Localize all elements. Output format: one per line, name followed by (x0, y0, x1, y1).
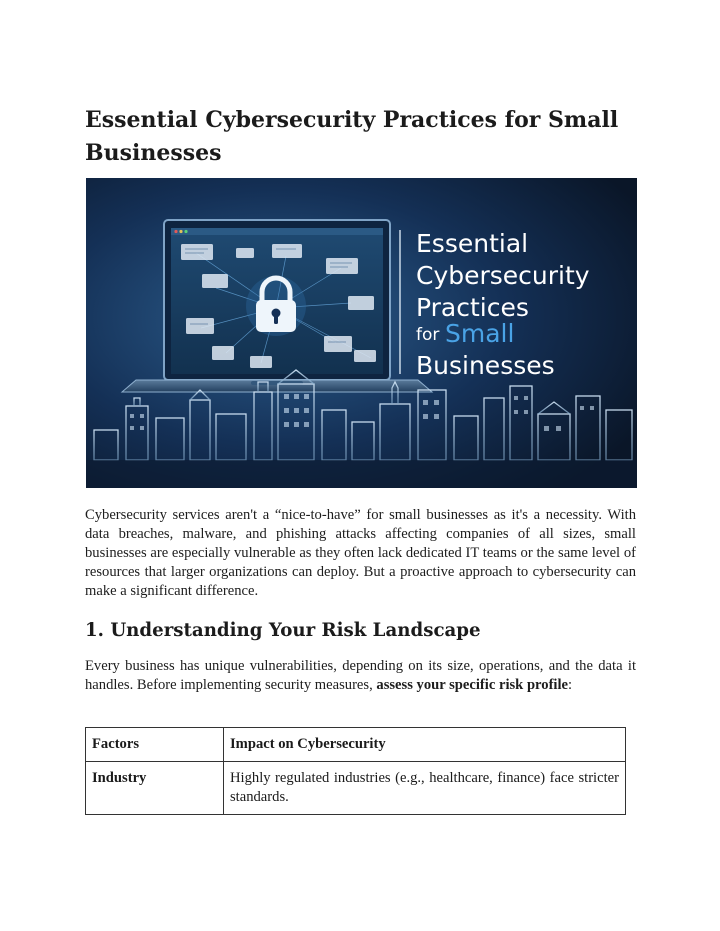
risk-factors-table (85, 727, 626, 815)
section-heading: 1. Understanding Your Risk Landscape (85, 620, 481, 641)
risk-paragraph (85, 657, 636, 695)
padlock-icon (246, 276, 306, 336)
laptop-illustration (122, 220, 432, 392)
hero-line-2: Cybersecurity (416, 261, 590, 290)
table-header-impact: Impact on Cybersecurity (224, 728, 626, 762)
hero-image (86, 178, 637, 488)
hero-small: Small (445, 319, 515, 348)
hero-line-last: Businesses (416, 351, 555, 380)
table-row (86, 762, 626, 815)
risk-text: Every business has unique vulnerabilities, depending on its size, operations, and the data it handles. Before implementing security measures, (85, 658, 636, 693)
table-cell-factor: Industry (86, 762, 224, 815)
risk-bold-text: assess your specific risk profile (376, 677, 569, 693)
hero-line-1: Essential (416, 229, 529, 258)
document-title: Essential Cybersecurity Practices for Small Businesses (85, 107, 619, 166)
table-header-row (86, 728, 626, 762)
hero-for: for (416, 325, 440, 345)
table-header-factors: Factors (86, 728, 224, 762)
intro-paragraph: Cybersecurity services aren't a “nice-to-have” for small businesses as it's a necessity. With data breaches, malware, and phishing attacks affecting companies of all sizes, small businesses are especially vulnerable as they often lack dedicated IT teams or the same level of resources that larger organizations can deploy. But a proactive approach to cybersecurity can make a significant difference. (85, 507, 636, 599)
risk-colon: : (568, 677, 573, 693)
table-cell-impact: Highly regulated industries (e.g., healthcare, finance) face stricter standards. (224, 762, 626, 815)
hero-line-3: Practices (416, 293, 529, 322)
